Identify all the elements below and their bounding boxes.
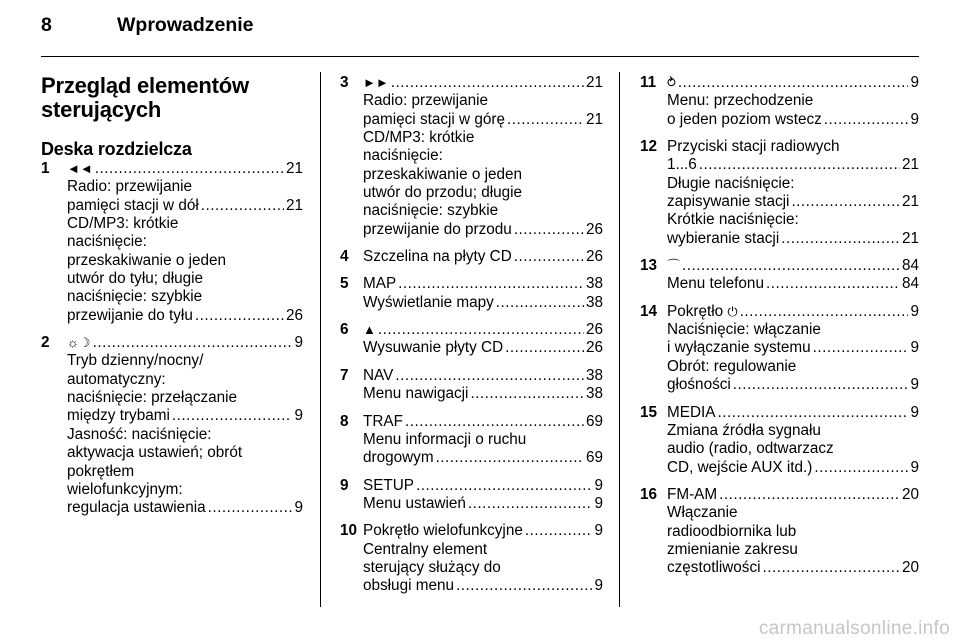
- eject-icon: ▲: [363, 322, 376, 338]
- phone-icon: ⌒: [667, 258, 681, 274]
- entry-2: 2 ☼☽ ..... 9 Tryb dzienny/nocny/ automatyczny: naciśnięcie: przełączanie między trybami ..... 9 Jasność: naciśnięcie: aktywacja ustawień; obrót pokrętłem wielofunkcyjnym: regulacja ustawienia ..... 9: [41, 334, 303, 517]
- entry-9: 9 SETUP ..... 9 Menu ustawień ..... 9: [340, 477, 603, 514]
- entry-number: 7: [340, 366, 349, 384]
- column-3: [640, 74, 919, 578]
- entry-number: 12: [640, 138, 658, 156]
- entry-14: 14 Pokrętło ⏻ ..... 9 Naciśnięcie: włączanie i wyłączanie systemu ..... 9 Obrót: regulowanie głośności ..... 9: [640, 303, 919, 395]
- entry-number: 13: [640, 257, 658, 275]
- entry-number: 2: [41, 334, 50, 352]
- entry-3: 3 ►► ..... 21 Radio: przewijanie pamięci stacji w górę ..... 21 CD/MP3: krótkie naciśnięcie: przeskakiwanie o jeden utwór do przodu; długie naciśnięcie: szybkie przewijanie do przodu ..... 26: [340, 74, 603, 239]
- entry-number: 11: [640, 74, 657, 91]
- entry-5: 5 MAP ..... 38 Wyświetlanie mapy ..... 38: [340, 275, 603, 312]
- entry-number: 8: [340, 412, 349, 430]
- entry-11: 11 ⥁ ..... 9 Menu: przechodzenie o jeden poziom wstecz ..... 9: [640, 74, 919, 129]
- entry-10: 10 Pokrętło wielofunkcyjne ..... 9 Centralny element sterujący służący do obsługi menu ..... 9: [340, 522, 603, 595]
- entry-number: 4: [340, 248, 349, 266]
- entry-16: 16 FM-AM ..... 20 Włączanie radioodbiornika lub zmienianie zakresu częstotliwości ..... 20: [640, 486, 919, 578]
- column-2: [340, 74, 603, 596]
- seek-forward-icon: ►►: [363, 75, 389, 90]
- entry-number: 1: [41, 160, 50, 177]
- entry-15: 15 MEDIA ..... 9 Zmiana źródła sygnału audio (radio, odtwarzacz CD, wejście AUX itd.) ..... 9: [640, 404, 919, 477]
- entry-number: 3: [340, 74, 349, 91]
- entry-number: 15: [640, 403, 658, 421]
- entry-1: 1 ◄◄ ..... 21 Radio: przewijanie pamięci stacji w dół ..... 21 CD/MP3: krótkie naciśnięcie: przeskakiwanie o jeden utwór do tyłu; długie naciśnięcie: szybkie przewijanie do tyłu ..... 26: [41, 160, 303, 325]
- power-icon: ⏻: [727, 303, 738, 319]
- column-divider-1: [320, 72, 321, 607]
- seek-back-icon: ◄◄: [67, 161, 93, 176]
- entry-7: 7 NAV ..... 38 Menu nawigacji ..... 38: [340, 367, 603, 404]
- day-night-icon: ☼☽: [67, 335, 91, 351]
- back-icon: ⥁: [667, 75, 676, 90]
- entry-number: 16: [640, 485, 658, 503]
- column-1: [41, 74, 303, 518]
- entry-number: 10: [340, 522, 358, 540]
- chapter-title: Wprowadzenie: [117, 14, 254, 36]
- entry-13: 13 ⌒ ..... 84 Menu telefonu ..... 84: [640, 257, 919, 294]
- page-number: 8: [41, 14, 52, 36]
- column-divider-2: [619, 72, 620, 607]
- header-rule: [41, 56, 919, 57]
- entry-4: 4 Szczelina na płyty CD ..... 26: [340, 248, 603, 266]
- page-header: [41, 14, 254, 37]
- subsection-title: Deska rozdzielcza: [41, 139, 192, 159]
- entry-6: 6 ▲ ..... 26 Wysuwanie płyty CD ..... 26: [340, 321, 603, 358]
- entry-number: 14: [640, 302, 658, 320]
- entry-number: 5: [340, 275, 349, 293]
- entry-number: 6: [340, 321, 349, 339]
- entry-number: 9: [340, 476, 349, 494]
- watermark: carmanualsonline.info: [758, 618, 950, 639]
- entry-12: 12 Przyciski stacji radiowych 1...6 ..... 21 Długie naciśnięcie: zapisywanie stacji ..... 21 Krótkie naciśnięcie: wybieranie stacji ..... 21: [640, 138, 919, 248]
- section-title: Przegląd elementów sterujących: [41, 73, 249, 122]
- entry-8: 8 TRAF ..... 69 Menu informacji o ruchu drogowym ..... 69: [340, 413, 603, 468]
